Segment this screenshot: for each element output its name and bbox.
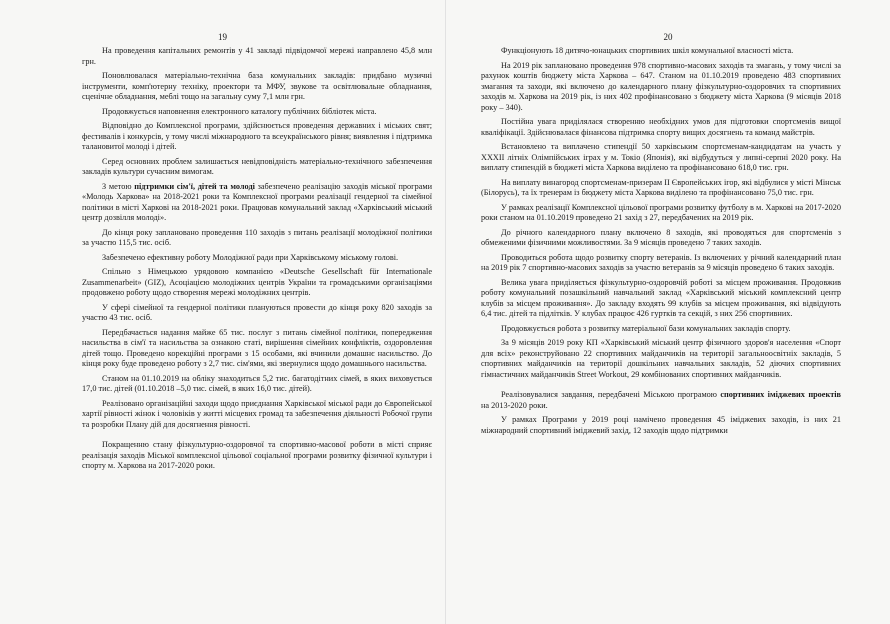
paragraph-text: на 2013-2020 роки. xyxy=(481,400,548,410)
paragraph: Покращенню стану фізкультурно-оздоровчої та спортивно-масової роботи в місті сприяє реалізація заходів Міської комплексної цільової соціальної програми розвитку фізичної культури і спорту м. Харкова на 2017-2020 роки. xyxy=(82,440,432,470)
paragraph: За 9 місяців 2019 року КП «Харківський міський центр фізичного здоров'я населення «Спорт для всіх» реконструйовано 22 спортивних майданчиків на території загальноосвітніх закладів, 5 спортивних майданчиків на території дошкільних навчальних закладів, 52 діючих спортивних гімнастичних майданчиків Street Workout, 29 комбінованих спортивних майданчиків. xyxy=(481,338,841,379)
paragraph: У рамках Програми у 2019 році намічено проведення 45 іміджевих заходів, із них 21 міжнародний спортивний іміджевий захід, 12 заходів щодо підтримки xyxy=(481,415,841,435)
paragraph: Велика увага приділяється фізкультурно-оздоровчій роботі за місцем проживання. Продовжив роботу комунальний позашкільний навчальний заклад «Харківський міський комплексний центр клубів за місцем проживання». До закладу входять 99 клубів за місцем проживання, які відвідують 6,4 тис. дітей та підлітків. У клубах працює 426 гуртків та секцій, з них 256 спортивних. xyxy=(481,277,841,318)
emphasis-text: спортивних іміджевих проектів xyxy=(720,390,842,399)
text-column xyxy=(82,46,432,476)
paragraph-text: Реалізовувалися завдання, передбачені Міською програмою xyxy=(501,390,721,399)
paragraph: На виплату винагород спортсменам-призерам II Європейських ігор, які відбулися у місті Мінськ (Білорусь), та їх тренерам із бюджету міста Харкова виділено та профінансовано 75,0 тис. грн. xyxy=(481,177,841,197)
paragraph: Функціонують 18 дитячо-юнацьких спортивних шкіл комунальної власності міста. xyxy=(501,46,794,55)
paragraph: Передбачається надання майже 65 тис. послуг з питань сімейної політики, попередження насильства в сім'ї та насильства за ознакою статі, вирішення сімейних конфліктів, оздоровлення дітей тощо. Проведено корекційні програми з 15 особами, які вчинили домашнє насильство. До кінця року буде проведено роботу з 2,7 тис. сім'ями, які звернулися щодо домашнього насильства. xyxy=(82,327,432,368)
paragraph: Забезпечено ефективну роботу Молодіжної ради при Харківському міському голові. xyxy=(102,252,399,262)
paragraph: Відповідно до Комплексної програми, здійснюється проведення державних і міських свят; фестивалів і конкурсів, у тому числі міжнародного та всеукраїнського рівня; виявлення і підтримка талановитої молоді і дітей. xyxy=(82,121,432,151)
paragraph: До річного календарного плану включено 8 заходів, які проводяться для спортсменів з обмеженими фізичними можливостями. За 9 місяців проведено 7 таких заходів. xyxy=(481,227,841,247)
paragraph: Станом на 01.10.2019 на обліку знаходиться 5,2 тис. багатодітних сімей, в яких виховується 17,0 тис. дітей (01.10.2018 –5,0 тис. сімей, в яких 16,0 тис. дітей). xyxy=(82,373,432,393)
paragraph: На 2019 рік заплановано проведення 978 спортивно-масових заходів та змагань, у тому числі за рахунок коштів бюджету міста Харкова – 647. Станом на 01.10.2019 проведено 483 спортивних змагання та заходи, які включено до календарного плану фізкультурно-оздоровчих та спортивних заходів м. Харкова на 2019 рік, із них 402 профінансовано з бюджету міста Харкова (9 місяців 2018 року – 340). xyxy=(481,60,841,112)
paragraph: У сфері сімейної та гендерної політики плануються провести до кінця року 820 заходів за участю 43 тис. осіб. xyxy=(82,302,432,322)
page-number: 19 xyxy=(218,32,227,42)
paragraph-text: забезпечено реалізацію заходів міської програми «Молодь Харкова» на 2018-2021 роки та Комплексної програми реалізації гендерної та сімейної політики в місті Харкові на 2018-2021 роки. Працював комунальний заклад «Харківський міський центр дозвілля молоді». xyxy=(82,181,432,222)
paragraph xyxy=(481,390,841,411)
paragraph: Продовжується наповнення електронного каталогу публічних бібліотек міста. xyxy=(102,106,377,116)
paragraph: Продовжується робота з розвитку матеріальної бази комунальних закладів спорту. xyxy=(501,323,791,333)
paragraph: Поновлювалася матеріально-технічна база комунальних закладів: придбано музичні інструменти, комп'ютерну техніку, проектори та МФУ, звукове та освітлювальне обладнання, сценічне обладнання, меблі тощо на загальну суму 7,1 млн грн. xyxy=(82,71,432,101)
paragraph: Спільно з Німецькою урядовою компанією «Deutsche Gesellschaft für Internationale Zusammenarbeit» (GIZ), Асоціацією молодіжних центрів України та громадськими організаціями продовжено роботу щодо створення мережі молодіжних центрів. xyxy=(82,267,432,297)
paragraph: Проводиться робота щодо розвитку спорту ветеранів. Із включених у річний календарний план на 2019 рік 7 спортивно-масових заходів за участю ветеранів за 9 місяців проведено 6 таких заходів. xyxy=(481,252,841,272)
right-page xyxy=(445,0,890,624)
paragraph: У рамках реалізації Комплексної цільової програми розвитку футболу в м. Харкові на 2017-2020 роки станом на 01.10.2019 проведено 21 захід з 27, передбачених на 2019 рік. xyxy=(481,202,841,222)
paragraph: Постійна увага приділялася створенню необхідних умов для підготовки спортсменів вищої кваліфікації. Здійснювалася фінансова підтримка спорту вищих досягнень та команд майстрів. xyxy=(481,117,841,137)
paragraph: Встановлено та виплачено стипендії 50 харківським спортсменам-кандидатам на участь у XXXII літніх Олімпійських іграх у м. Токіо (Японія), які відбудуться у липні-серпні 2020 року. На виплату стипендій в бюджеті міста Харкова виділено та профінансовано 618,0 тис. грн. xyxy=(481,142,841,172)
paragraph: До кінця року заплановано проведення 110 заходів з питань реалізації молодіжної політики за участю 115,5 тис. осіб. xyxy=(82,227,432,247)
page-number: 20 xyxy=(663,32,673,42)
emphasis-text: підтримки сім'ї, дітей та молоді xyxy=(134,181,255,191)
paragraph: Реалізовано організаційні заходи щодо приєднання Харківської міської ради до Європейської хартії рівності жінок і чоловіків у житті місцевих громад та забезпечення діяльності Робочої групи та розробки Плану дій для досягнення рівності. xyxy=(82,398,432,429)
paragraph: На проведення капітальних ремонтів у 41 закладі підвідомчої мережі направлено 45,8 млн грн. xyxy=(82,46,432,66)
paragraph-text: З метою xyxy=(102,181,135,191)
paragraph xyxy=(82,182,432,224)
text-column xyxy=(481,46,841,440)
paragraph: Серед основних проблем залишається невідповідність матеріально-технічного забезпечення закладів культури сучасним вимогам. xyxy=(82,156,432,176)
